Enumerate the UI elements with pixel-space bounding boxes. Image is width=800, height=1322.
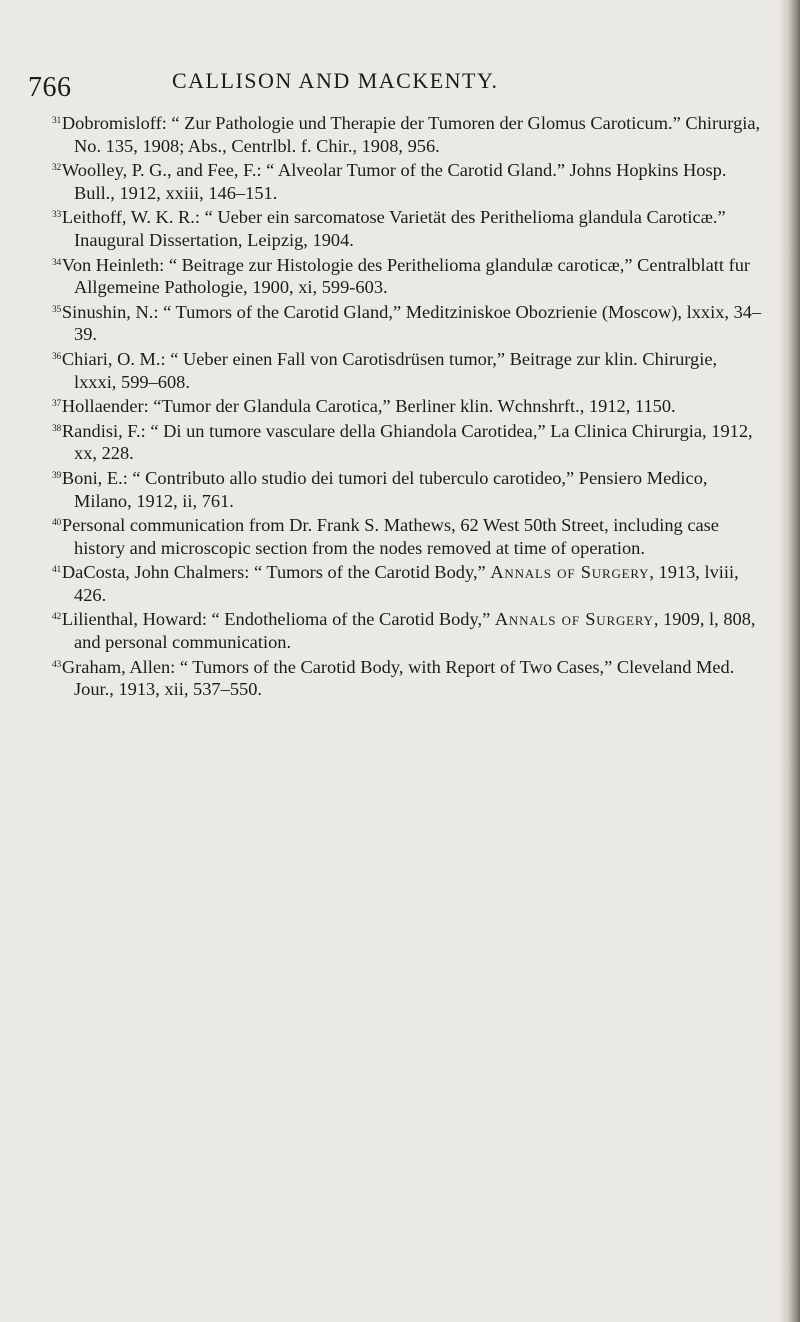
reference-text: Sinushin, N.: “ Tumors of the Carotid Gland,” Meditziniskoe Obozrienie (Moscow), lxxix, 34–39.: [61, 301, 762, 345]
reference-number: 33: [52, 210, 61, 221]
reference-text: Graham, Allen: “ Tumors of the Carotid Body, with Report of Two Cases,” Cleveland Med. Jour., 1913, xii, 537–550.: [61, 656, 735, 700]
reference-number: 41: [52, 565, 61, 576]
reference-text: Leithoff, W. K. R.: “ Ueber ein sarcomatose Varietät des Perithelioma glandula Caroticæ.” Inaugural Dissertation, Leipzig, 1904.: [61, 207, 726, 250]
reference-32: [52, 157, 764, 204]
running-head: CALLISON AND MACKENTY.: [172, 68, 499, 93]
reference-number: 40: [52, 518, 61, 529]
reference-text: Randisi, F.: “ Di un tumore vasculare della Ghiandola Carotidea,” La Clinica Chirurgia, 1912, xx, 228.: [61, 420, 753, 464]
reference-40: [52, 512, 764, 559]
reference-tail: , 1913, lviii, 426.: [74, 562, 739, 605]
reference-text: Woolley, P. G., and Fee, F.: “ Alveolar Tumor of the Carotid Gland.” Johns Hopkins Hosp. Bull., 1912, xxiii, 146–151.: [61, 160, 727, 203]
reference-text: DaCosta, John Chalmers: “ Tumors of the Carotid Body,”: [61, 562, 486, 583]
reference-42: [52, 606, 764, 653]
reference-36: [52, 346, 764, 393]
reference-list: [52, 110, 764, 701]
reference-31: [52, 110, 764, 157]
reference-37: [52, 393, 764, 418]
reference-text: Personal communication from Dr. Frank S. Mathews, 62 West 50th Street, including case history and microscopic section from the nodes removed at time of operation.: [61, 515, 719, 558]
page-header: [28, 62, 768, 102]
reference-38: [52, 418, 764, 465]
reference-text: Dobromisloff: “ Zur Pathologie und Therapie der Tumoren der Glomus Caroticum.” Chirurgia, No. 135, 1908; Abs., Centrlbl. f. Chir., 1908, 956.: [61, 113, 761, 156]
reference-text: Hollaender: “Tumor der Glandula Carotica,” Berliner klin. Wchnshrft., 1912, 1150.: [61, 396, 676, 417]
reference-34: [52, 252, 764, 299]
reference-text: Lilienthal, Howard: “ Endothelioma of the Carotid Body,”: [61, 609, 491, 630]
reference-33: [52, 204, 764, 251]
reference-text: Von Heinleth: “ Beitrage zur Histologie des Perithelioma glandulæ caroticæ,” Centralblatt fur Allgemeine Pathologie, 1900, xi, 599-603.: [61, 254, 751, 298]
reference-number: 34: [52, 257, 61, 268]
reference-43: [52, 654, 764, 701]
reference-35: [52, 299, 764, 346]
reference-41: [52, 559, 764, 606]
reference-number: 36: [52, 351, 61, 362]
journal-name: Annals of Surgery: [490, 562, 650, 583]
reference-text: Chiari, O. M.: “ Ueber einen Fall von Carotisdrüsen tumor,” Beitrage zur klin. Chirurgie, lxxxi, 599–608.: [61, 348, 718, 392]
binding-gutter: [778, 0, 800, 1322]
reference-number: 38: [52, 423, 61, 434]
reference-number: 32: [52, 163, 61, 174]
reference-39: [52, 465, 764, 512]
reference-number: 37: [52, 399, 61, 410]
reference-number: 31: [52, 116, 61, 126]
page-number: 766: [28, 72, 72, 103]
reference-number: 39: [52, 470, 61, 481]
journal-name: Annals of Surgery: [494, 609, 654, 630]
reference-tail: , 1909, l, 808, and personal communication.: [74, 609, 756, 653]
reference-text: Boni, E.: “ Contributo allo studio dei tumori del tuberculo carotideo,” Pensiero Medico, Milano, 1912, ii, 761.: [61, 467, 708, 511]
reference-number: 42: [52, 612, 61, 623]
reference-number: 35: [52, 304, 61, 315]
reference-number: 43: [52, 659, 61, 670]
